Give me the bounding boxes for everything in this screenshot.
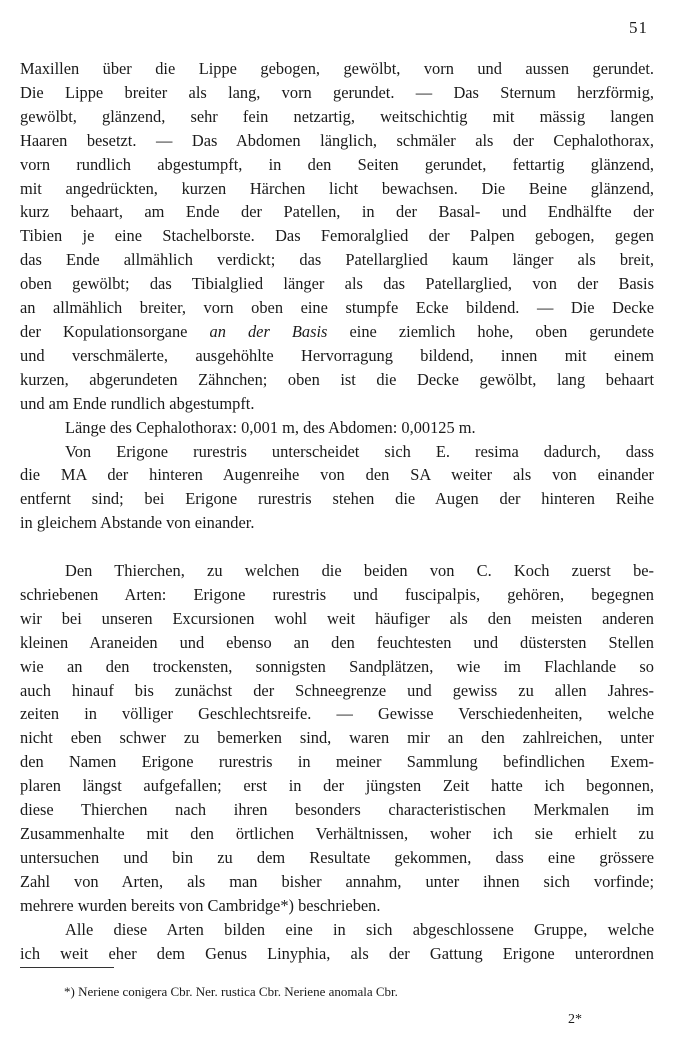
text-line: kurz behaart, am Ende der Patellen, in der Basal- und Endhälfte der <box>20 202 654 222</box>
text-line: in gleichem Abstande von einander. <box>20 513 255 533</box>
text-line: Zahl von Arten, als man bisher annahm, unter ihnen sich vorfinde; <box>20 871 654 891</box>
text-line: mehrere wurden bereits von Cambridge*) beschrieben. <box>20 895 381 915</box>
text-line: ich weit eher dem Genus Linyphia, als der Gattung Erigone unterordnen <box>20 943 654 963</box>
text-line: kleinen Araneiden und ebenso an den feuchtesten und düstersten Stellen <box>20 632 654 652</box>
footnote-divider <box>20 967 114 968</box>
text-line: Haaren besetzt. — Das Abdomen länglich, schmäler als der Cephalothorax, <box>20 130 654 150</box>
text-line: Den Thierchen, zu welchen die beiden von C. Koch zuerst be- <box>65 561 654 581</box>
text-line: auch hinauf bis zunächst der Schneegrenze und gewiss zu allen Jahres- <box>20 680 654 700</box>
text-line: zeiten in völliger Geschlechtsreife. — Gewisse Verschiedenheiten, welche <box>20 704 654 724</box>
text-segment: der Kopulationsorgane <box>20 321 210 341</box>
text-segment: eine ziemlich hohe, oben gerundete <box>327 321 654 341</box>
text-line: Zusammenhalte mit den örtlichen Verhältnissen, woher ich sie erhielt zu <box>20 823 654 843</box>
paragraph-gap <box>20 535 654 559</box>
text-line: und verschmälerte, ausgehöhlte Hervorragung bildend, innen mit einem <box>20 345 654 365</box>
text-line: das Ende allmählich verdickt; das Patellarglied kaum länger als breit, <box>20 250 654 270</box>
text-line: Alle diese Arten bilden eine in sich abgeschlossene Gruppe, welche <box>65 919 654 939</box>
text-line: Maxillen über die Lippe gebogen, gewölbt, vorn und aussen gerundet. <box>20 59 654 78</box>
text-line: die MA der hinteren Augenreihe von den SA weiter als von einander <box>20 465 654 485</box>
measurement-line: Länge des Cephalothorax: 0,001 m, des Abdomen: 0,00125 m. <box>65 417 476 437</box>
text-line: mit angedrückten, kurzen Härchen licht bewachsen. Die Beine glänzend, <box>20 178 654 198</box>
text-line: Tibien je eine Stachelborste. Das Femoralglied der Palpen gebogen, gegen <box>20 226 654 246</box>
text-line: untersuchen und bin zu dem Resultate gekommen, dass eine grössere <box>20 847 654 867</box>
signature-mark: 2* <box>568 1012 582 1027</box>
text-line: schriebenen Arten: Erigone rurestris und fuscipalpis, gehören, begegnen <box>20 584 654 604</box>
text-line: kurzen, abgerundeten Zähnchen; oben ist die Decke gewölbt, lang behaart <box>20 369 654 389</box>
text-line: den Namen Erigone rurestris in meiner Sammlung befindlichen Exem- <box>20 752 654 772</box>
body-text <box>20 57 654 965</box>
text-line <box>20 320 654 344</box>
text-line: diese Thierchen nach ihren besonders characteristischen Merkmalen im <box>20 800 654 820</box>
text-line: wir bei unseren Excursionen wohl weit häufiger als den meisten anderen <box>20 608 654 628</box>
text-line: und am Ende rundlich abgestumpft. <box>20 393 255 413</box>
page-number: 51 <box>629 18 648 37</box>
text-line: wie an den trockensten, sonnigsten Sandplätzen, wie im Flachlande so <box>20 656 654 676</box>
text-line: entfernt sind; bei Erigone rurestris stehen die Augen der hinteren Reihe <box>20 489 654 509</box>
text-line: plaren längst aufgefallen; erst in der jüngsten Zeit hatte ich begonnen, <box>20 776 654 796</box>
italic-phrase: an der Basis <box>209 321 328 341</box>
footnote: *) Neriene conigera Cbr. Ner. rustica Cbr. Neriene anomala Cbr. <box>64 984 398 999</box>
text-line: gewölbt, glänzend, sehr fein netzartig, weitschichtig mit mässig langen <box>20 106 654 126</box>
text-line: nicht eben schwer zu bemerken sind, waren mir an den zahlreichen, unter <box>20 728 654 748</box>
text-line: oben gewölbt; das Tibialglied länger als das Patellarglied, von der Basis <box>20 274 654 294</box>
text-line: an allmählich breiter, vorn oben eine stumpfe Ecke bildend. — Die Decke <box>20 298 654 318</box>
text-line: Die Lippe breiter als lang, vorn gerundet. — Das Sternum herzförmig, <box>20 82 654 102</box>
text-line: Von Erigone rurestris unterscheidet sich E. resima dadurch, dass <box>65 441 654 461</box>
text-line: vorn rundlich abgestumpft, in den Seiten gerundet, fettartig glänzend, <box>20 154 654 174</box>
